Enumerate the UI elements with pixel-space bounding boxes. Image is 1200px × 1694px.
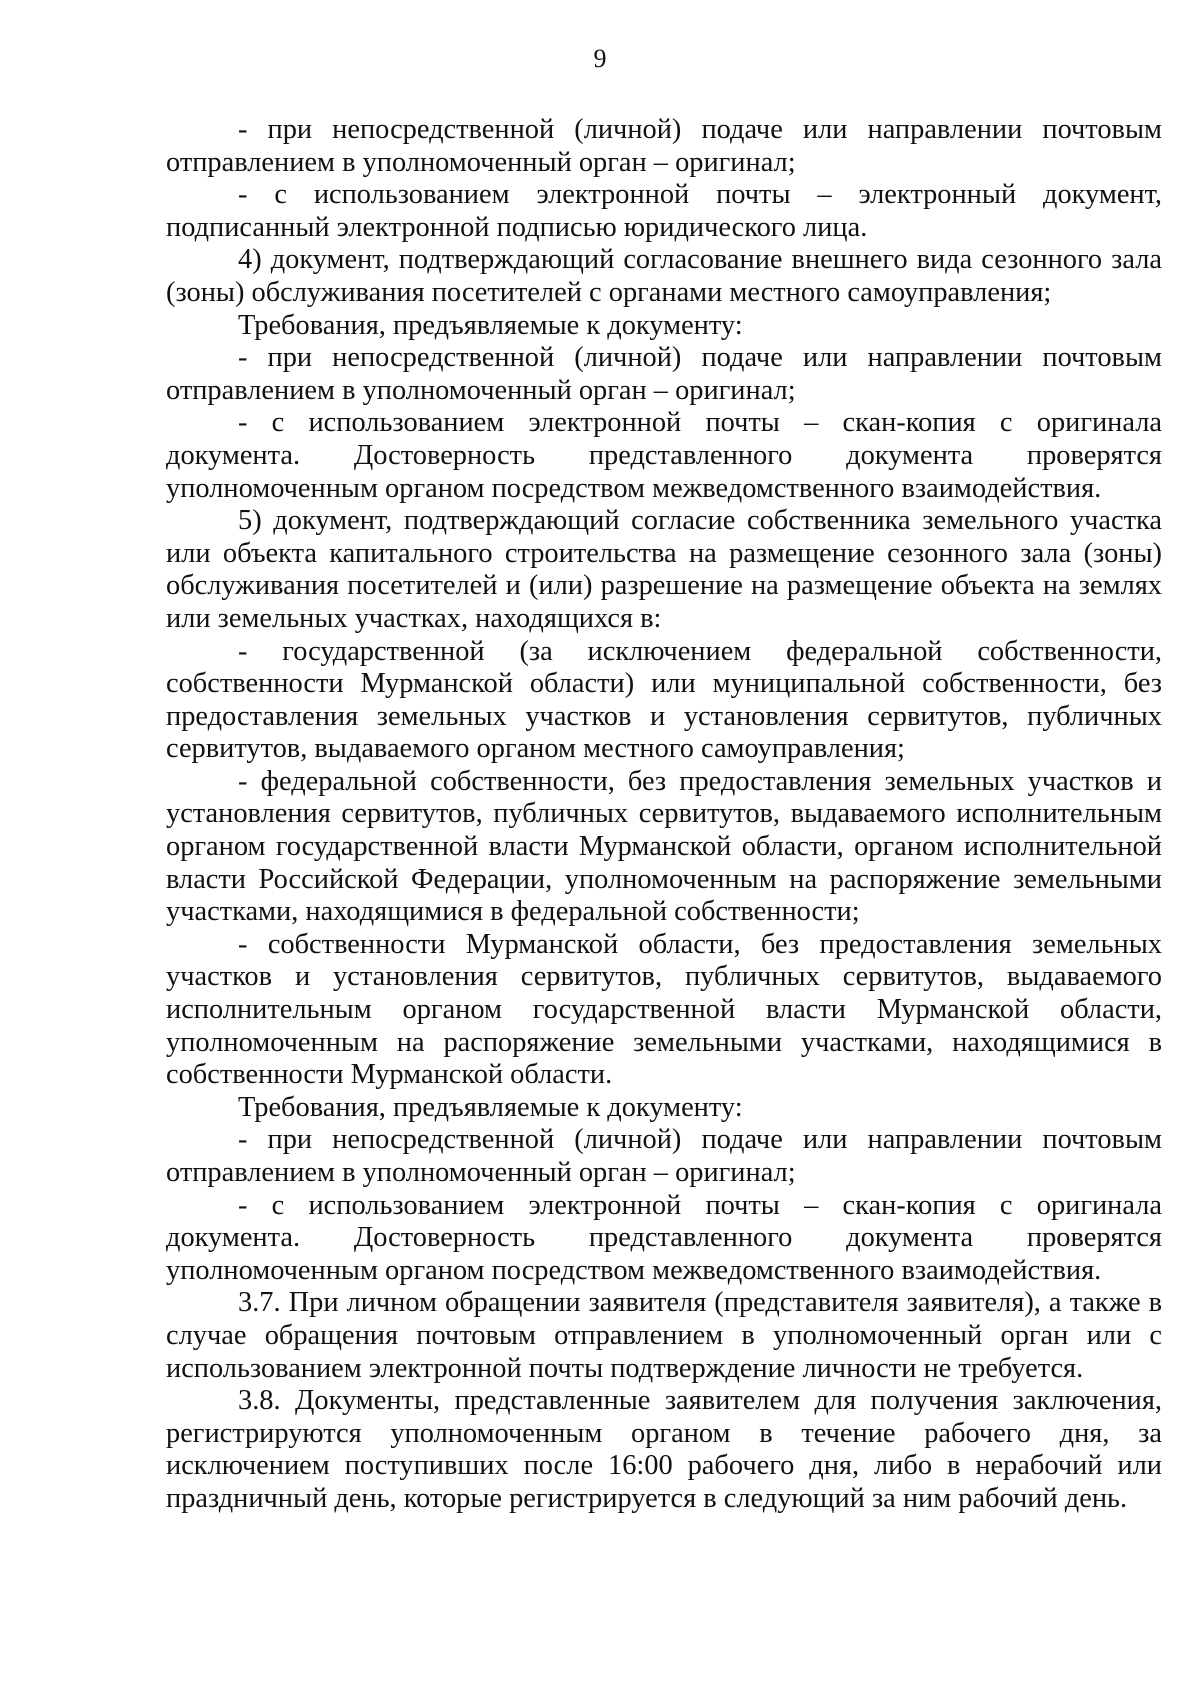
paragraph: - государственной (за исключением федеральной собственности, собственности Мурманской области) или муниципальной собственности, без предоставления земельных участков и установления сервитутов, публичных сервитутов, выдаваемого органом местного самоуправления; — [166, 635, 1162, 765]
paragraph: - при непосредственной (личной) подаче или направлении почтовым отправлением в уполномоченный орган – оригинал; — [166, 1124, 1162, 1188]
paragraph: - с использованием электронной почты – электронный документ, подписанный электронной подписью юридического лица. — [166, 179, 1162, 243]
paragraph: Требования, предъявляемые к документу: — [238, 1091, 743, 1123]
paragraph: 5) документ, подтверждающий согласие собственника земельного участка или объекта капитального строительства на размещение сезонного зала (зоны) обслуживания посетителей и (или) разрешение на размещение объекта на землях или земельных участках, находящихся в: — [166, 505, 1162, 634]
paragraph: - при непосредственной (личной) подаче или направлении почтовым отправлением в уполномоченный орган – оригинал; — [166, 342, 1162, 406]
paragraph: - с использованием электронной почты – скан-копия с оригинала документа. Достоверность представленного документа проверятся уполномоченным органом посредством межведомственного взаимодействия. — [166, 1189, 1162, 1286]
paragraph: 4) документ, подтверждающий согласование внешнего вида сезонного зала (зоны) обслуживания посетителей с органами местного самоуправления; — [166, 244, 1162, 308]
paragraph: Требования, предъявляемые к документу: — [238, 309, 743, 341]
paragraph: - при непосредственной (личной) подаче или направлении почтовым отправлением в уполномоченный орган – оригинал; — [166, 114, 1162, 178]
paragraph: 3.8. Документы, представленные заявителем для получения заключения, регистрируются уполномоченным органом в течение рабочего дня, за исключением поступивших после 16:00 рабочего дня, либо в нерабочий или праздничный день, которые регистрируется в следующий за ним рабочий день. — [166, 1385, 1162, 1514]
paragraph: - с использованием электронной почты – скан-копия с оригинала документа. Достоверность представленного документа проверятся уполномоченным органом посредством межведомственного взаимодействия. — [166, 407, 1162, 504]
document-body — [166, 114, 1162, 1516]
paragraph: 3.7. При личном обращении заявителя (представителя заявителя), а также в случае обращения почтовым отправлением в уполномоченный орган или с использованием электронной почты подтверждение личности не требуется. — [166, 1287, 1162, 1384]
paragraph: - собственности Мурманской области, без предоставления земельных участков и установления сервитутов, публичных сервитутов, выдаваемого исполнительным органом государственной власти Мурманской области, уполномоченным на распоряжение земельными участками, находящимися в собственности Мурманской области. — [166, 928, 1162, 1091]
page-number: 9 — [593, 44, 607, 73]
paragraph: - федеральной собственности, без предоставления земельных участков и установления сервитутов, публичных сервитутов, выдаваемого исполнительным органом государственной власти Мурманской области, органом исполнительной власти Российской Федерации, уполномоченным на распоряжение земельными участками, находящимися в федеральной собственности; — [166, 765, 1162, 928]
